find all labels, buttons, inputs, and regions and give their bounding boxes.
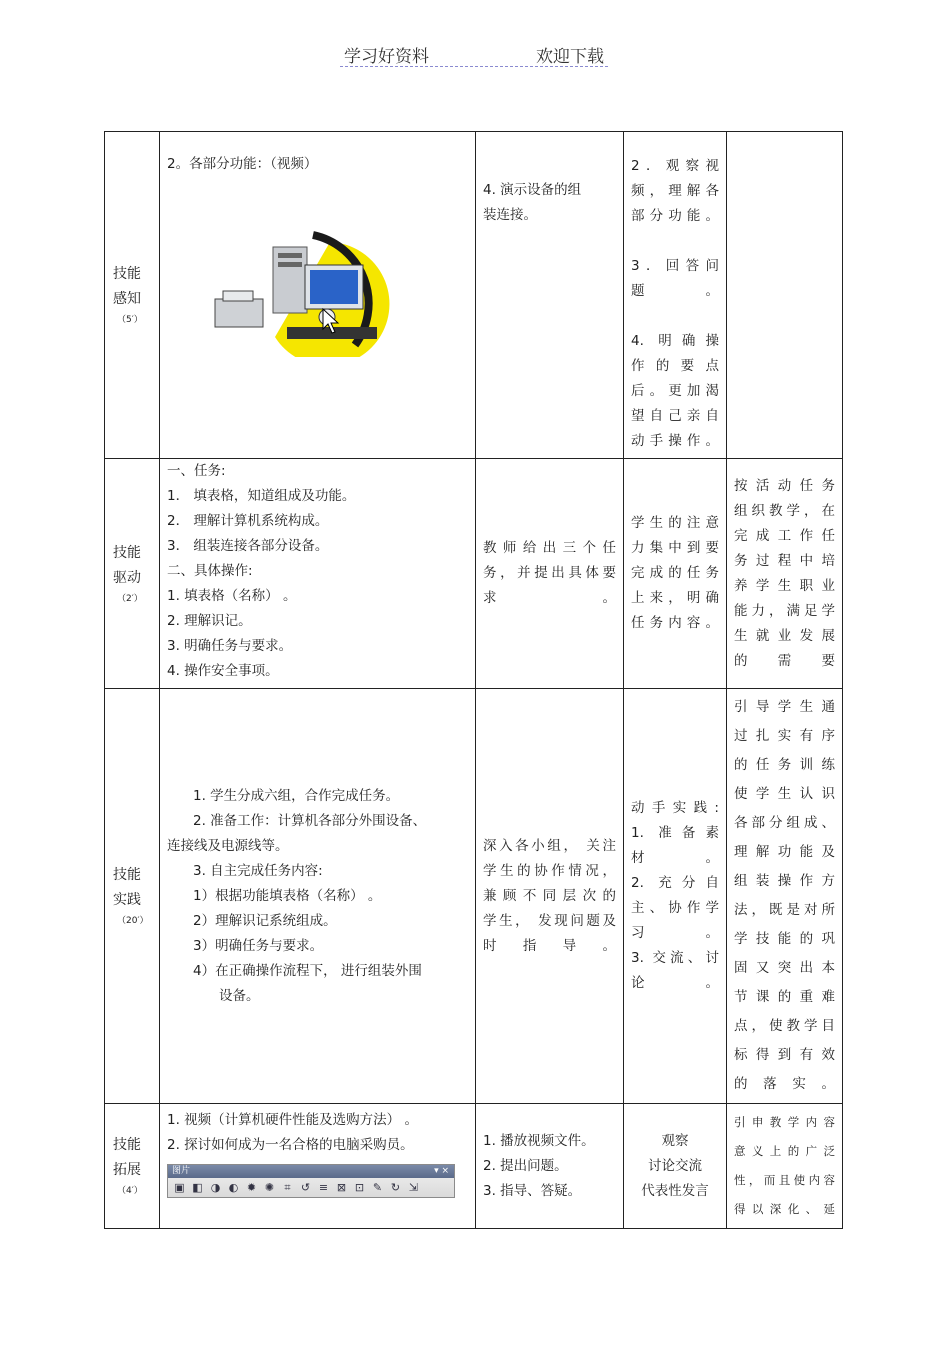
contrast-down-icon[interactable]: ◐ bbox=[228, 1181, 239, 1194]
page-header bbox=[340, 40, 608, 67]
cell-line: 各部分组成、 bbox=[734, 815, 835, 831]
cell-line: 的落实。 bbox=[734, 1076, 835, 1092]
content-lines bbox=[167, 784, 468, 1009]
cell-line: 的需要 bbox=[734, 652, 835, 669]
picture-toolbar[interactable] bbox=[167, 1164, 455, 1198]
cell-line: 学生的注意 bbox=[631, 515, 719, 531]
cell-line: 2。各部分功能：（视频） bbox=[167, 156, 318, 172]
toolbar-title: 图片 bbox=[168, 1165, 454, 1178]
cell-line: 任务内容。 bbox=[631, 615, 719, 631]
cell-line bbox=[631, 229, 719, 254]
toolbar-controls[interactable]: ▾ × bbox=[434, 1166, 449, 1176]
content-line: 2）理解识记系统组成。 bbox=[193, 912, 337, 929]
content-line: 1. 学生分成六组，合作完成任务。 bbox=[193, 787, 400, 804]
teacher-cell bbox=[476, 459, 624, 689]
content-line: 连接线及电源线等。 bbox=[167, 837, 289, 854]
cell-line: 上来，明确 bbox=[631, 590, 719, 606]
cell-line: 理解功能及 bbox=[734, 844, 835, 860]
cell-line: 学生的协作情况， bbox=[483, 862, 616, 879]
cell-line: 时指导。 bbox=[483, 937, 616, 954]
cell-line: 4. 演示设备的组 bbox=[483, 182, 582, 198]
cell-line: 主、协作学 bbox=[631, 900, 719, 916]
cell-line: 2. 探讨如何成为一名合格的电脑采购员。 bbox=[167, 1137, 414, 1153]
content-line: 1）根据功能填表格（名称） 。 bbox=[193, 887, 382, 904]
cell-line: 点，使教学目 bbox=[734, 1018, 835, 1034]
cell-line: 题。 bbox=[631, 283, 719, 299]
cell-line: 兼顾不同层次的 bbox=[483, 887, 616, 904]
reset-picture-icon[interactable]: ↻ bbox=[390, 1181, 401, 1194]
cell-line: 4. 明确操 bbox=[631, 333, 719, 349]
cell-line: 1. 播放视频文件。 bbox=[483, 1132, 595, 1149]
stage-name: 技能 驱动 bbox=[113, 544, 141, 586]
format-picture-icon[interactable]: ⊡ bbox=[354, 1181, 365, 1194]
stage-name: 技能 实践 bbox=[113, 867, 141, 908]
stage-time: （2′） bbox=[117, 593, 143, 604]
table-row bbox=[105, 459, 843, 689]
toolbar-icons bbox=[172, 1180, 421, 1196]
stage-time: （5′） bbox=[117, 315, 143, 325]
rotate-icon[interactable]: ↺ bbox=[300, 1181, 311, 1194]
brightness-down-icon[interactable]: ✺ bbox=[264, 1181, 275, 1194]
cell-line: 观察 bbox=[661, 1132, 689, 1149]
cell-line: 标得到有效 bbox=[734, 1047, 835, 1063]
insert-picture-icon[interactable]: ▣ bbox=[174, 1181, 185, 1194]
cell-line: 部分功能。 bbox=[631, 208, 719, 224]
student-lines bbox=[631, 796, 719, 996]
cell-line: 2. 理解识记。 bbox=[167, 613, 252, 629]
transparent-color-icon[interactable]: ✎ bbox=[372, 1181, 383, 1194]
student-lines bbox=[631, 511, 719, 636]
cell-line: 论。 bbox=[631, 975, 719, 991]
cell-line: 作的要点 bbox=[631, 358, 719, 374]
cell-line: 力集中到要 bbox=[631, 540, 719, 556]
cell-line: 引申教学内容 bbox=[734, 1115, 835, 1129]
cell-line: 讨论交流 bbox=[648, 1157, 702, 1174]
table-row bbox=[105, 689, 843, 1104]
content-line: 4）在正确操作流程下， 进行组装外围 bbox=[193, 962, 422, 979]
cell-line: 学技能的巩 bbox=[734, 931, 835, 947]
cell-line: 生就业发展 bbox=[734, 627, 835, 644]
stage-cell bbox=[105, 689, 160, 1104]
intent-lines bbox=[734, 693, 835, 1099]
cell-line: 1. 填表格（名称） 。 bbox=[167, 588, 297, 604]
stage-time: （4′） bbox=[117, 1186, 143, 1196]
cell-line: 性，而且使内容 bbox=[734, 1173, 835, 1187]
teacher-cell bbox=[476, 1104, 624, 1229]
cell-line: 按活动任务 bbox=[734, 477, 835, 494]
content-line: 3）明确任务与要求。 bbox=[193, 937, 324, 954]
content-cell bbox=[160, 1104, 476, 1229]
stage-name: 技能 感知 bbox=[113, 266, 141, 307]
cell-line: 教师给出三个任 bbox=[483, 540, 616, 556]
cell-line: 得以深化、延 bbox=[734, 1202, 835, 1216]
content-lines bbox=[167, 459, 468, 684]
student-cell bbox=[624, 459, 727, 689]
student-cell bbox=[624, 1104, 727, 1229]
cell-line: 使学生认识 bbox=[734, 786, 835, 802]
table-row bbox=[105, 132, 843, 459]
cell-line: 频，理解各 bbox=[631, 183, 719, 199]
cell-line: 1. 准备素 bbox=[631, 825, 719, 841]
cell-line: 3. 指导、答疑。 bbox=[483, 1182, 582, 1199]
cell-line: 代表性发言 bbox=[641, 1182, 709, 1199]
stage-cell bbox=[105, 459, 160, 689]
lesson-plan-table bbox=[104, 131, 843, 1229]
cell-line: 组织教学，在 bbox=[734, 502, 835, 519]
cell-line: 4. 操作安全事项。 bbox=[167, 663, 279, 679]
content-line: 3. 自主完成任务内容: bbox=[193, 862, 323, 879]
cell-line: 装连接。 bbox=[483, 207, 537, 223]
cell-line: 2． 理解计算机系统构成。 bbox=[167, 513, 329, 529]
cell-line: 2．观察视 bbox=[631, 158, 719, 174]
teacher-lines bbox=[483, 178, 616, 228]
header-left: 学习好资料 bbox=[344, 47, 429, 67]
cell-line: 节课的重难 bbox=[734, 989, 835, 1005]
intent-lines bbox=[734, 474, 835, 674]
printer bbox=[215, 299, 263, 327]
cell-line: 完成的任务 bbox=[631, 565, 719, 581]
content-lines bbox=[167, 152, 468, 177]
content-line: 设备。 bbox=[219, 987, 260, 1004]
computer-illustration bbox=[195, 217, 395, 357]
student-lines bbox=[631, 1129, 719, 1204]
intent-cell bbox=[727, 689, 843, 1104]
cell-line: 务过程中培 bbox=[734, 552, 835, 569]
cell-line: 2. 充分自 bbox=[631, 875, 719, 891]
student-cell bbox=[624, 132, 727, 459]
cell-line: 材。 bbox=[631, 850, 719, 866]
cell-line: 1. 视频（计算机硬件性能及选购方法） 。 bbox=[167, 1112, 418, 1128]
compress-icon[interactable]: ⊠ bbox=[336, 1181, 347, 1194]
teacher-lines bbox=[483, 536, 616, 611]
cell-line: 养学生职业 bbox=[734, 577, 835, 594]
cell-line: 动手操作。 bbox=[631, 433, 719, 449]
stage-cell bbox=[105, 132, 160, 459]
cell-line: 3. 交流、讨 bbox=[631, 950, 719, 966]
content-cell bbox=[160, 459, 476, 689]
cell-line: 固又突出本 bbox=[734, 960, 835, 976]
student-lines bbox=[631, 154, 719, 454]
teacher-lines bbox=[483, 1129, 616, 1204]
brightness-up-icon[interactable]: ✹ bbox=[246, 1181, 257, 1194]
cell-line: 过扎实有序 bbox=[734, 728, 835, 744]
cell-line: 务，并提出具体要 bbox=[483, 565, 616, 581]
cell-line: 完成工作任 bbox=[734, 527, 835, 544]
intent-cell bbox=[727, 1104, 843, 1229]
cell-line: 法，既是对所 bbox=[734, 902, 835, 918]
stage-name: 技能 拓展 bbox=[113, 1137, 141, 1178]
content-cell bbox=[160, 689, 476, 1104]
cell-line: 3． 组装连接各部分设备。 bbox=[167, 538, 329, 554]
cell-line: 引导学生通 bbox=[734, 699, 835, 715]
cell-line: 习。 bbox=[631, 925, 719, 941]
stage-time: （20′） bbox=[117, 916, 149, 926]
cell-line: 后。更加渴 bbox=[631, 383, 719, 399]
cell-line: 求。 bbox=[483, 590, 616, 606]
cell-line: 意义上的广泛 bbox=[734, 1144, 835, 1158]
cell-line: 望自己亲自 bbox=[631, 408, 719, 424]
student-cell bbox=[624, 689, 727, 1104]
contrast-up-icon[interactable]: ◑ bbox=[210, 1181, 221, 1194]
cell-line: 学生， 发现问题及 bbox=[483, 912, 616, 929]
table-row bbox=[105, 1104, 843, 1229]
header-right: 欢迎下载 bbox=[536, 47, 604, 67]
content-cell bbox=[160, 132, 476, 459]
content-lines bbox=[167, 1108, 468, 1158]
intent-cell bbox=[727, 459, 843, 689]
cell-line: 组装操作方 bbox=[734, 873, 835, 889]
cell-line: 动手实践: bbox=[631, 800, 719, 816]
cell-line: 2. 提出问题。 bbox=[483, 1157, 568, 1174]
color-icon[interactable]: ◧ bbox=[192, 1181, 203, 1194]
cell-line: 一、任务: bbox=[167, 463, 226, 479]
cell-line: 深入各小组， 关注 bbox=[483, 837, 616, 854]
line-style-icon[interactable]: ≡ bbox=[318, 1181, 329, 1194]
stage-cell bbox=[105, 1104, 160, 1229]
content-line: 2. 准备工作：计算机各部分外围设备、 bbox=[193, 812, 427, 829]
cell-line bbox=[631, 304, 719, 329]
cell-line: 二、具体操作: bbox=[167, 563, 253, 579]
cell-line: 的任务训练 bbox=[734, 757, 835, 773]
teacher-cell bbox=[476, 689, 624, 1104]
intent-lines bbox=[734, 1108, 835, 1224]
crop-icon[interactable]: ⌗ bbox=[284, 1181, 291, 1194]
intent-cell bbox=[727, 132, 843, 459]
cell-line: 能力，满足学 bbox=[734, 602, 835, 619]
teacher-lines bbox=[483, 834, 616, 959]
teacher-cell bbox=[476, 132, 624, 459]
cell-line: 3. 明确任务与要求。 bbox=[167, 638, 293, 654]
pointer-icon[interactable]: ⇲ bbox=[408, 1181, 419, 1194]
cell-line: 3．回答问 bbox=[631, 258, 719, 274]
cell-line: 1． 填表格，知道组成及功能。 bbox=[167, 488, 356, 504]
